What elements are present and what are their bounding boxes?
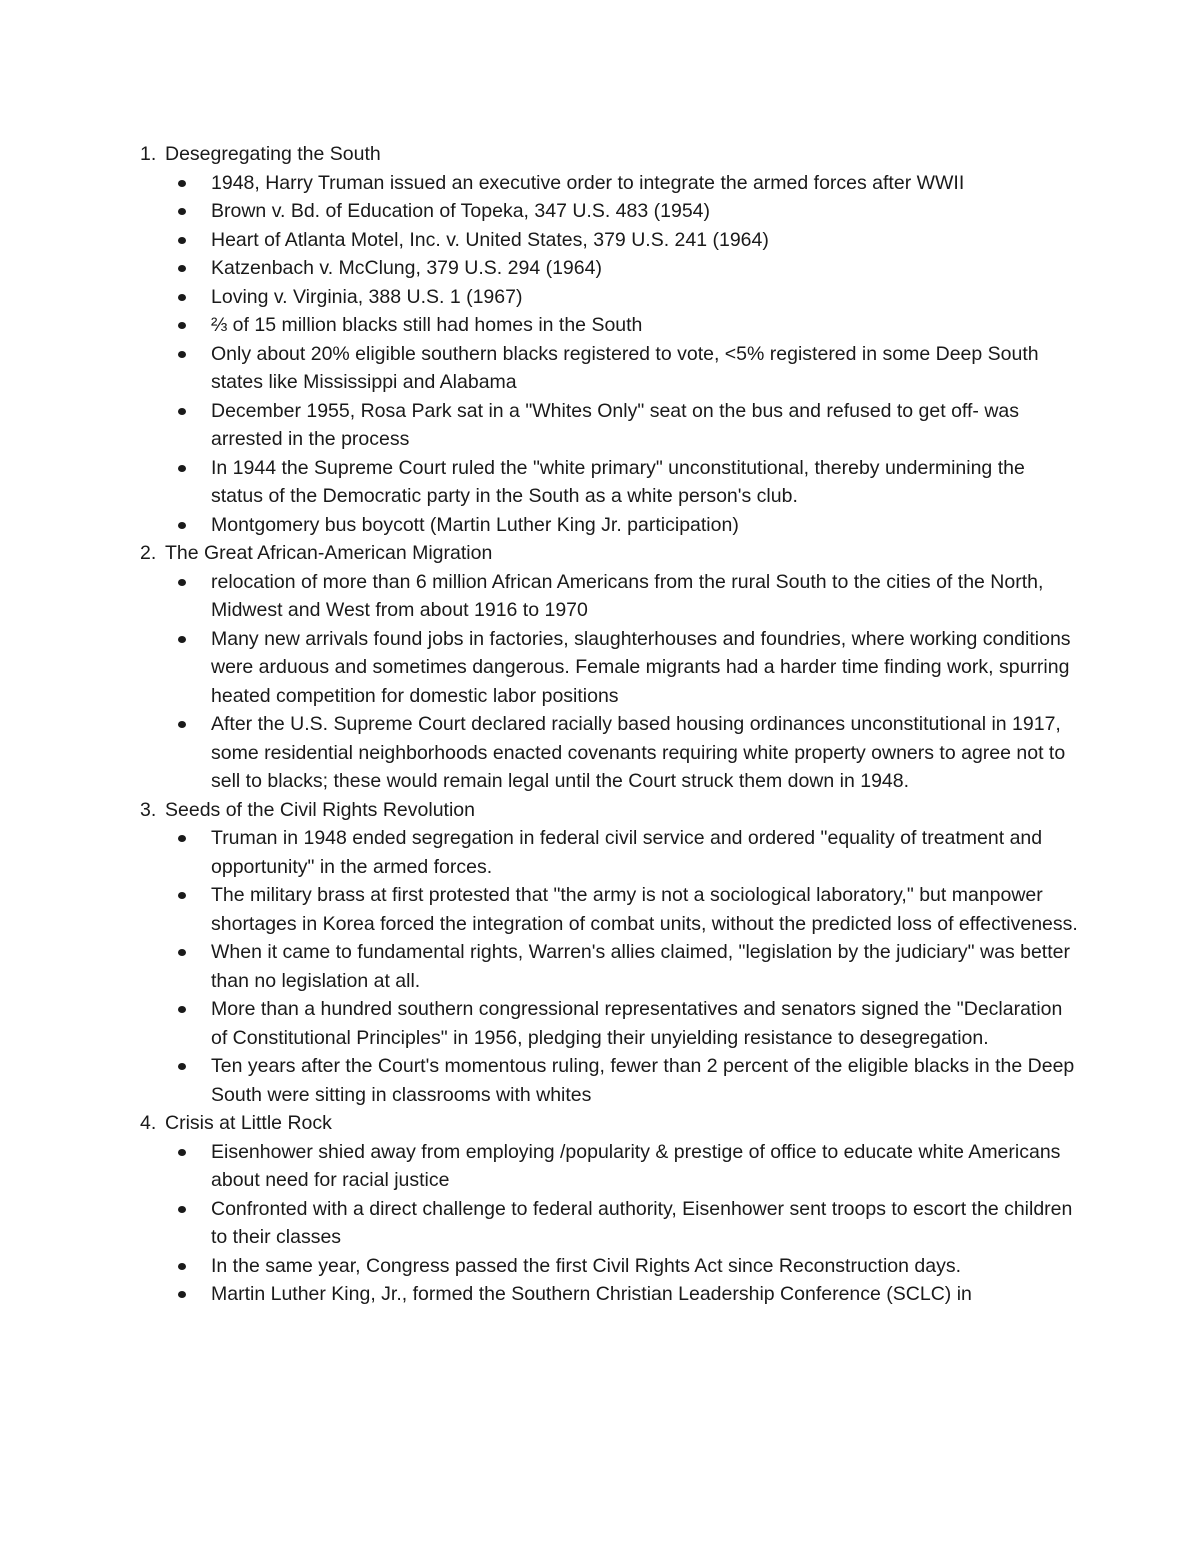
bullet-point-icon [178,721,186,728]
bullet-point-icon [178,208,186,215]
section-heading [140,140,1080,169]
section-title: Seeds of the Civil Rights Revolution [165,798,475,821]
notes-outline [140,140,1080,1309]
bullet-item [140,454,1080,511]
bullet-text: Eisenhower shied away from employing /popularity & prestige of office to educate white Americans about need for racial justice [211,1140,1061,1191]
bullet-point-icon [178,522,186,529]
bullet-point-icon [178,1006,186,1013]
bullet-list [140,824,1080,1109]
bullet-text: In the same year, Congress passed the first Civil Rights Act since Reconstruction days. [211,1254,962,1277]
bullet-text: Brown v. Bd. of Education of Topeka, 347 U.S. 483 (1954) [211,200,711,222]
bullet-item [140,568,1080,625]
bullet-point-icon [178,835,186,842]
bullet-list [140,1138,1080,1309]
section-heading [140,539,1080,568]
section-heading [140,796,1080,825]
bullet-text: Truman in 1948 ended segregation in federal civil service and ordered "equality of treatment and opportunity" in the armed forces. [211,827,1043,878]
section-title: Desegregating the South [165,143,381,165]
bullet-item [140,311,1080,340]
outline-section [140,539,1080,796]
bullet-point-icon [178,237,186,244]
bullet-text: After the U.S. Supreme Court declared racially based housing ordinances unconstitutional in 1917, some residential neighborhoods enacted covenants requiring white property owners to agree not to sell to blacks; these would remain legal until the Court struck them down in 1948. [211,713,1066,792]
section-number: 2. [140,542,157,564]
bullet-list [140,169,1080,540]
section-number: 4. [140,1112,157,1134]
bullet-item [140,340,1080,397]
bullet-text: ⅔ of 15 million blacks still had homes in the South [211,314,643,336]
bullet-point-icon [178,351,186,358]
bullet-text: Montgomery bus boycott (Martin Luther King Jr. participation) [211,513,739,536]
bullet-item [140,1138,1080,1195]
section-heading [140,1109,1080,1138]
section-number: 1. [140,143,157,165]
bullet-point-icon [178,949,186,956]
bullet-point-icon [178,294,186,301]
bullet-text: When it came to fundamental rights, Warren's allies claimed, "legislation by the judiciary" was better than no legislation at all. [211,941,1070,992]
bullet-text: More than a hundred southern congressional representatives and senators signed the "Declaration of Constitutional Principles" in 1956, pledging their unyielding resistance to desegregation. [211,998,1063,1049]
bullet-text: Many new arrivals found jobs in factories, slaughterhouses and foundries, where working conditions were arduous and sometimes dangerous. Female migrants had a harder time finding work, spurring heated competition for domestic labor positions [211,627,1071,707]
bullet-point-icon [178,1263,186,1270]
bullet-point-icon [178,1063,186,1070]
bullet-item [140,881,1080,938]
bullet-text: In 1944 the Supreme Court ruled the "white primary" unconstitutional, thereby undermining the status of the Democratic party in the South as a white person's club. [211,456,1025,507]
bullet-text: Loving v. Virginia, 388 U.S. 1 (1967) [211,285,523,308]
bullet-item [140,254,1080,283]
bullet-point-icon [178,1291,186,1298]
bullet-item [140,197,1080,226]
bullet-point-icon [178,465,186,472]
bullet-point-icon [178,1206,186,1213]
bullet-text: Only about 20% eligible southern blacks registered to vote, <5% registered in some Deep South states like Mississippi and Alabama [211,342,1039,393]
bullet-item [140,995,1080,1052]
bullet-point-icon [178,892,186,899]
bullet-text: Ten years after the Court's momentous ruling, fewer than 2 percent of the eligible blacks in the Deep South were sitting in classrooms with whites [211,1055,1075,1106]
bullet-item [140,511,1080,540]
bullet-item [140,1195,1080,1252]
bullet-item [140,226,1080,255]
bullet-text: 1948, Harry Truman issued an executive order to integrate the armed forces after WWII [211,171,965,194]
bullet-item [140,938,1080,995]
section-title: The Great African-American Migration [165,542,493,564]
outline-section [140,1109,1080,1309]
bullet-item [140,710,1080,796]
bullet-text: Confronted with a direct challenge to federal authority, Eisenhower sent troops to escort the children to their classes [211,1197,1073,1248]
bullet-point-icon [178,1149,186,1156]
bullet-item [140,397,1080,454]
bullet-point-icon [178,579,186,586]
bullet-item [140,824,1080,881]
bullet-item [140,1252,1080,1281]
bullet-item [140,1052,1080,1109]
section-number: 3. [140,798,157,821]
bullet-item [140,1280,1080,1309]
outline-section [140,796,1080,1110]
bullet-text: relocation of more than 6 million African Americans from the rural South to the cities of the North, Midwest and West from about 1916 to 1970 [211,570,1044,621]
bullet-text: Heart of Atlanta Motel, Inc. v. United States, 379 U.S. 241 (1964) [211,228,769,251]
bullet-point-icon [178,322,186,329]
bullet-text: Katzenbach v. McClung, 379 U.S. 294 (1964) [211,257,602,279]
bullet-item [140,283,1080,312]
bullet-point-icon [178,265,186,272]
bullet-item [140,169,1080,198]
section-title: Crisis at Little Rock [165,1112,332,1134]
bullet-text: The military brass at first protested that "the army is not a sociological laboratory," but manpower shortages in Korea forced the integration of combat units, without the predicted loss of effectiveness. [211,884,1078,935]
outline-section [140,140,1080,539]
bullet-item [140,625,1080,711]
bullet-text: Martin Luther King, Jr., formed the Southern Christian Leadership Conference (SCLC) in [211,1283,972,1305]
bullet-point-icon [178,408,186,415]
bullet-list [140,568,1080,796]
bullet-point-icon [178,180,186,187]
bullet-point-icon [178,636,186,643]
bullet-text: December 1955, Rosa Park sat in a "Whites Only" seat on the bus and refused to get off- was arrested in the process [211,399,1019,450]
